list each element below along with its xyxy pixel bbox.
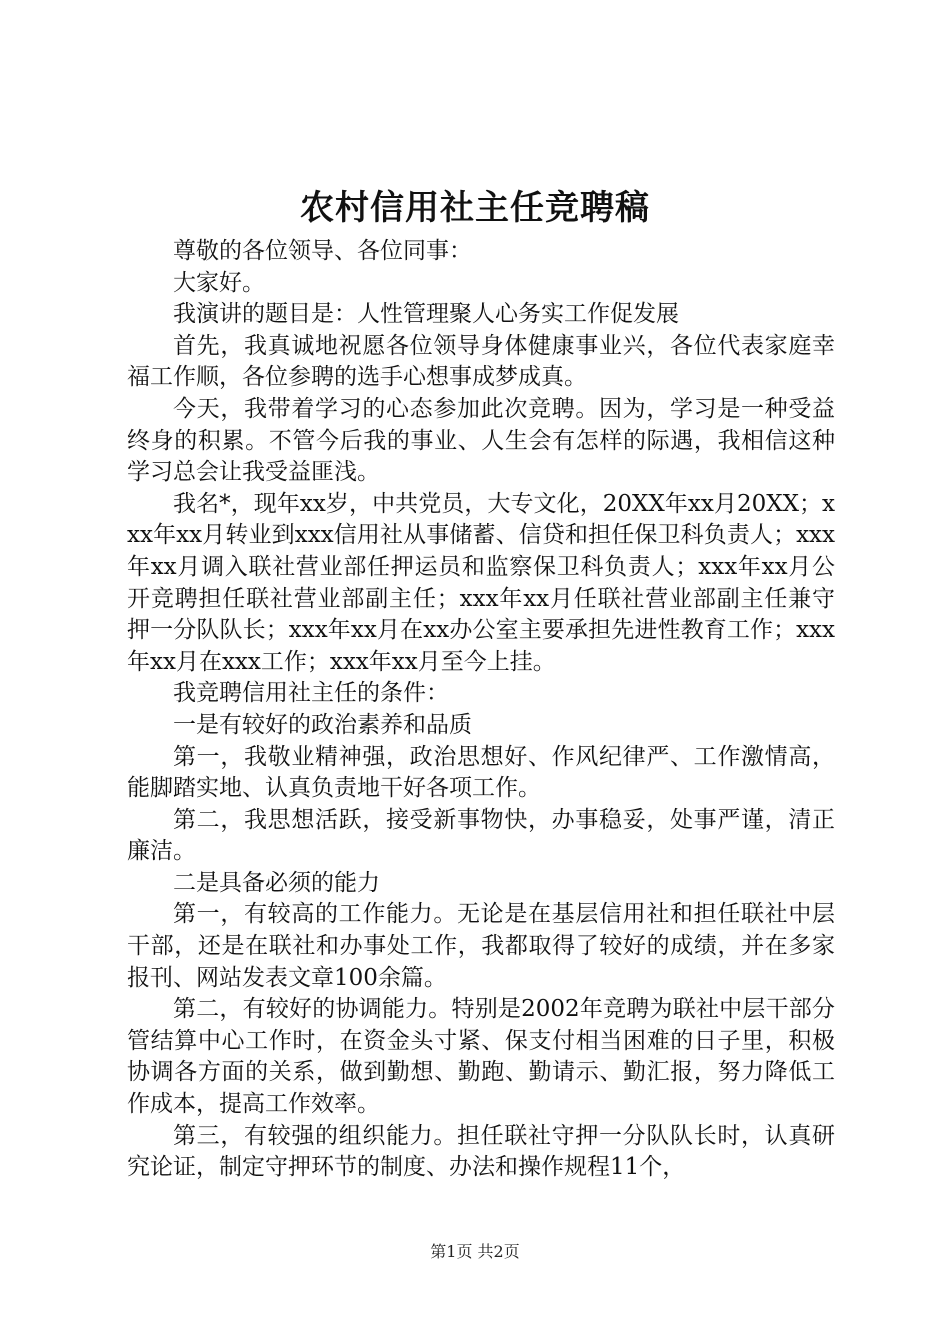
opening-wishes-paragraph: 首先，我真诚地祝愿各位领导身体健康事业兴，各位代表家庭幸福工作顺，各位参聘的选手心想事成梦成真。	[127, 332, 835, 391]
salutation: 尊敬的各位领导、各位同事：	[173, 238, 472, 264]
political-quality-point-1: 第一，我敬业精神强，政治思想好、作风纪律严、工作激情高，能脚踏实地、认真负责地干好各项工作。	[127, 743, 835, 802]
page-number-footer: 第1页 共2页	[430, 1242, 520, 1261]
ability-point-coordination: 第二，有较好的协调能力。特别是2002年竞聘为联社中层干部分管结算中心工作时，在资金头寸紧、保支付相当困难的日子里，积极协调各方面的关系，做到勤想、勤跑、勤请示、勤汇报，努力降低工作成本，提高工作效率。	[127, 996, 835, 1118]
section-heading-political-quality: 一是有较好的政治素养和品质	[173, 711, 472, 738]
document-body	[127, 236, 835, 1184]
ability-point-organization: 第三，有较强的组织能力。担任联社守押一分队队长时，认真研究论证，制定守押环节的制度、办法和操作规程11个，	[127, 1122, 835, 1181]
document-title: 农村信用社主任竞聘稿	[300, 188, 650, 228]
personal-background-paragraph: 我名*，现年xx岁，中共党员，大专文化，20XX年xx月20XX；xxx年xx月转业到xxx信用社从事储蓄、信贷和担任保卫科负责人；xxx年xx月调入联社营业部任押运员和监察保卫科负责人；xxx年xx月公开竞聘担任联社营业部副主任；xxx年xx月任联社营业部副主任兼守押一分队队长；xxx年xx月在xx办公室主要承担先进性教育工作；xxx年xx月在xxx工作；xxx年xx月至今上挂。	[127, 490, 835, 675]
ability-point-work: 第一，有较高的工作能力。无论是在基层信用社和担任联社中层干部，还是在联社和办事处工作，我都取得了较好的成绩，并在多家报刊、网站发表文章100余篇。	[127, 901, 835, 991]
speech-topic: 我演讲的题目是：人性管理聚人心务实工作促发展	[173, 301, 679, 328]
section-heading-abilities: 二是具备必须的能力	[173, 869, 380, 896]
political-quality-point-2: 第二，我思想活跃，接受新事物快，办事稳妥，处事严谨，清正廉洁。	[127, 806, 835, 865]
qualifications-heading: 我竞聘信用社主任的条件：	[173, 680, 449, 707]
greeting: 大家好。	[173, 269, 265, 296]
learning-attitude-paragraph: 今天，我带着学习的心态参加此次竞聘。因为，学习是一种受益终身的积累。不管今后我的事业、人生会有怎样的际遇，我相信这种学习总会让我受益匪浅。	[127, 395, 835, 486]
